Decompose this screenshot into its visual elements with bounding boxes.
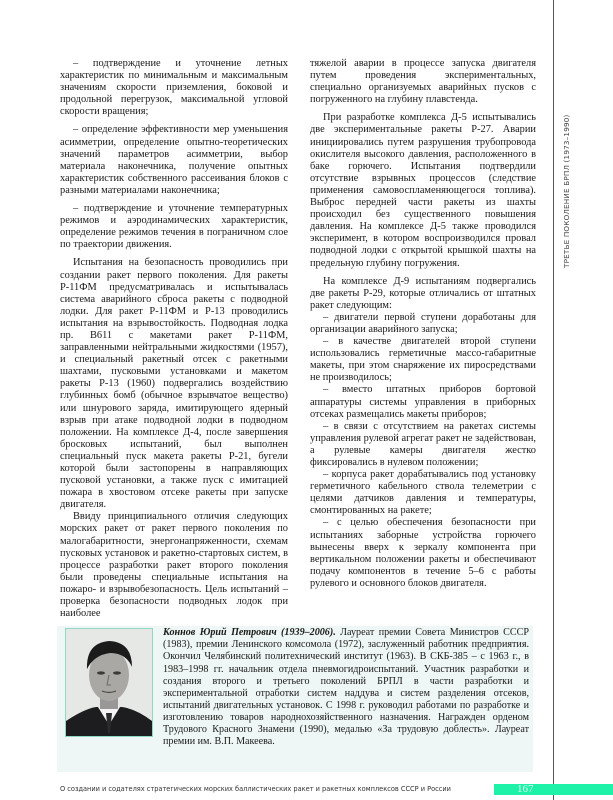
page-number: 167 (517, 783, 534, 796)
paragraph: – подтверждение и уточнение летных характеристик по минимальным и максимальным значениям скорости приземления, боковой и продольной перегрузок, максимальной угловой скорости вращения; (60, 58, 288, 118)
footer-book-title: О создании и содателях стратегических морских баллистических ракет и ракетных комплексов СССР и России (60, 785, 451, 794)
paragraph: тяжелой аварии в процессе запуска двигателя путем проведения экспериментальных, специально организуемых аварийных пусков с погруженного на глубину плавстенда. (310, 58, 536, 106)
portrait-photo (65, 628, 153, 737)
biography-text (163, 627, 529, 766)
paragraph: – вместо штатных приборов бортовой аппаратуры системы управления в приборных отсеках размещались макеты приборов; (310, 384, 536, 420)
paragraph: – в связи с отсутствием на ракетах системы управления рулевой агрегат ракет не задействован, а рулевые камеры двигателя жестко фиксировались в нулевом положении; (310, 420, 536, 468)
paragraph: На комплексе Д-9 испытаниям подвергались две ракеты Р-29, которые отличались от штатных ракет следующим: (310, 275, 536, 311)
footer (0, 784, 553, 798)
vertical-rule (553, 0, 554, 800)
page-number-bar (494, 784, 613, 795)
paragraph: – определение эффективности мер уменьшения асимметрии, определение опытно-теоретических значений параметров асимметрии, выбор материала наконечника, получение опытных характеристик собственного рассеивания блоков с разными материалами наконечника; (60, 124, 288, 196)
paragraph: Испытания на безопасность проводились при создании ракет первого поколения. Для ракеты Р-11ФМ предусматривалась и испытывалась система аварийного сброса ракеты с подводной лодки. Для ракет Р-11ФМ и Р-13 проводились испытания на взрывостойкость. Подводная лодка пр. В611 с макетами ракет Р-11ФМ, заправленными нейтральными жидкостями (1957), и специальный ракетный отсек с ракетными шахтами, пусковыми установками и макетом ракеты Р-13 (1960) подвергались воздействию глубинных бомб (обычное взрывчатое вещество) или шнурового заряда, имитирующего ядерный взрыв при атаке подводной лодки в подводном положении. На комплексе Д-4, после завершения бросковых испытаний, был выполнен специальный пуск макета ракеты Р-21, бугели которой были застопорены в направляющих пусковой установки, а также пуск с имитацией пожара в хвостовом отсеке ракеты при запуске двигателя. (60, 257, 288, 511)
biography-name: Коннов Юрий Петрович (1939–2006). (163, 627, 336, 639)
side-section-label: ТРЕТЬЕ ПОКОЛЕНИЕ БРПЛ (1973–1990) (562, 114, 571, 268)
biography-body: Лауреат премии Совета Министров СССР (1983), премии Ленинского комсомола (1972), заслуженный работник предприятия. Окончил Челябинский политехнический институт (1963). В СКБ-385 – с 1963 г., в 1983–1998 гг. начальник отдела пневмогидроиспытаний. Участник разработки и создания второго и третьего поколений БРПЛ в части разработки и экспериментальной отработки систем наддува и систем разделения отсеков, испытаний двигательных установок. С 1998 г. руководил работами по разработке и изготовлению товаров народнохозяйственного назначения. Награжден орденом Трудового Красного Знамени (1990), медалью «За трудовую доблесть». Лауреат премии им. В.П. Макеева. (163, 627, 529, 748)
left-text-column (60, 58, 288, 620)
paragraph: – с целью обеспечения безопасности при испытаниях заборные устройства горючего вынесены вверх к зеркалу компонента при вертикальном положении ракеты и обеспечивают подачу компонентов в течение 5–6 с работы рулевого и основного блоков двигателя. (310, 517, 536, 589)
paragraph: – двигатели первой ступени доработаны для организации аварийного запуска; (310, 311, 536, 335)
right-text-column (310, 58, 536, 590)
portrait-image (66, 629, 152, 736)
paragraph: – подтверждение и уточнение температурных режимов и аэродинамических характеристик, определение режимов течения в пограничном слое по траектории движения. (60, 203, 288, 251)
biography-box (57, 626, 533, 772)
paragraph: При разработке комплекса Д-5 испытывались две экспериментальные ракеты Р-27. Аварии инициировались путем разрушения трубопровода окислителя высокого давления, расположенного в баке горючего. Испытания подтвердили отсутствие взрывных процессов (следствие применения самовоспламеняющегося топлива). Выброс передней части ракеты из шахты происходил без существенного повышения давления. На комплексе Д-5 также проводился эксперимент, в котором воспроизводился провал подводной лодки с открытой крышкой шахты на предельную глубину погружения. (310, 112, 536, 269)
text-columns (60, 58, 536, 620)
paragraph: – в качестве двигателей второй ступени использовались герметичные массо-габаритные макеты, при этом снаряжение их пиросредствами не производилось; (310, 336, 536, 384)
paragraph: Ввиду принципиального отличия следующих морских ракет от ракет первого поколения по малогабаритности, энергонапряженности, схемам пусковых установок и ракетно-стартовых систем, в процессе разработки ракет второго поколения были проведены специальные испытания на пожаро- и взрывобезопасность. Цель испытаний – проверка безопасности подводных лодок при наиболее (60, 511, 288, 620)
paragraph: – корпуса ракет дорабатывались под установку герметичного кабельного ствола телеметрии с целями датчиков давления и температуры, смонтированных на ракете; (310, 469, 536, 517)
